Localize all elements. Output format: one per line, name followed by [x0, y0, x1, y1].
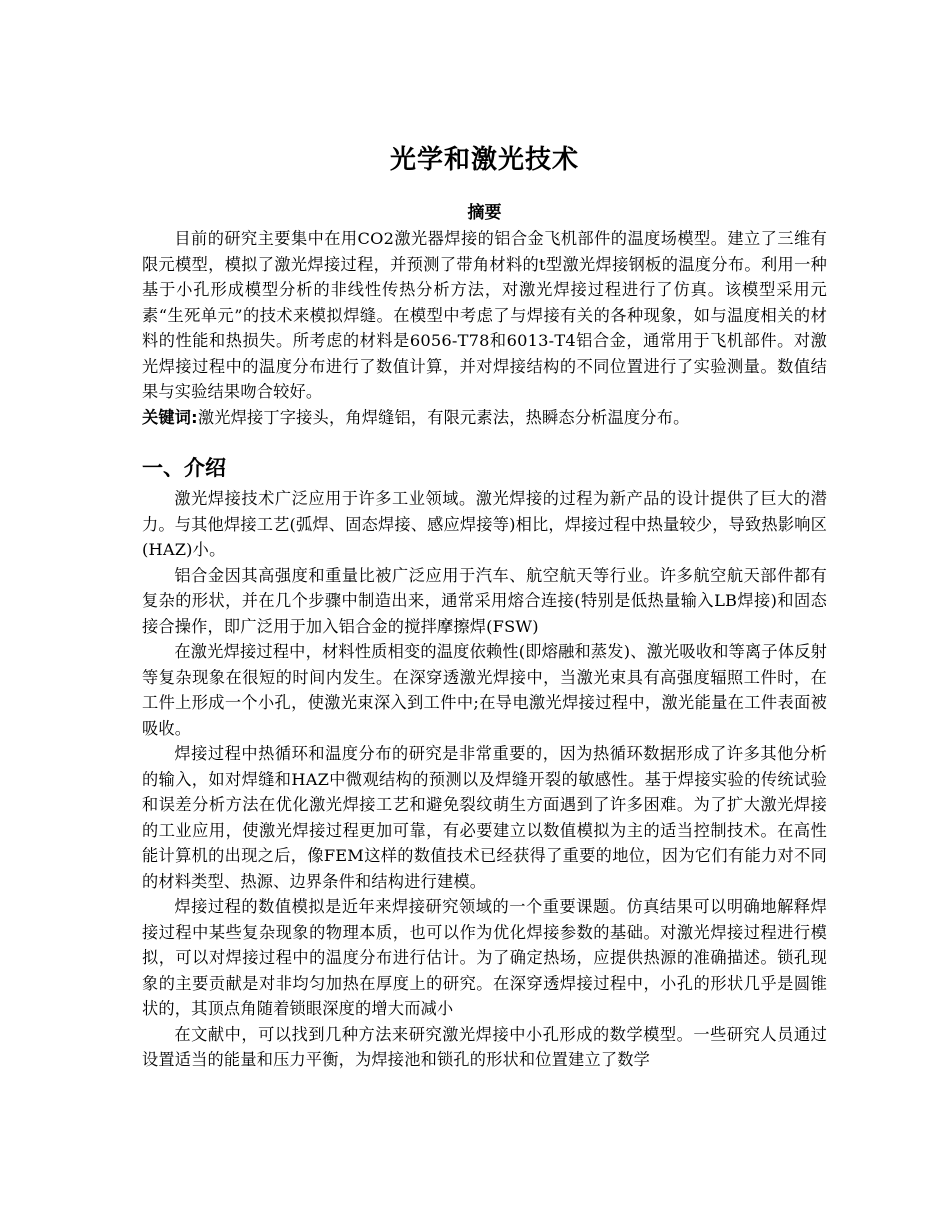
- abstract-heading: 摘要: [467, 203, 502, 223]
- keywords-line: [142, 405, 827, 431]
- keywords-text: 激光焊接丁字接头，角焊缝铝，有限元素法，热瞬态分析温度分布。: [197, 407, 690, 427]
- body-paragraph: 焊接过程的数值模拟是近年来焊接研究领域的一个重要课题。仿真结果可以明确地解释焊接过程中某些复杂现象的物理本质，也可以作为优化焊接参数的基础。对激光焊接过程进行模拟，可以对焊接过程中的温度分布进行估计。为了确定热场，应提供热源的准确描述。锁孔现象的主要贡献是对非均匀加热在厚度上的研究。在深穿透焊接过程中，小孔的形状几乎是圆锥状的，其顶点角随着锁眼深度的增大而减小: [142, 897, 827, 1018]
- body-paragraph: 焊接过程中热循环和温度分布的研究是非常重要的，因为热循环数据形成了许多其他分析的输入，如对焊缝和HAZ中微观结构的预测以及焊缝开裂的敏感性。基于焊接实验的传统试验和误差分析方法在优化激光焊接工艺和避免裂纹萌生方面遇到了许多困难。为了扩大激光焊接的工业应用，使激光焊接过程更加可靠，有必要建立以数值模拟为主的适当控制技术。在高性能计算机的出现之后，像FEM这样的数值技术已经获得了重要的地位，因为它们有能力对不同的材料类型、热源、边界条件和结构进行建模。: [142, 744, 827, 891]
- document-title: 光学和激光技术: [389, 145, 579, 175]
- body-paragraph: 激光焊接技术广泛应用于许多工业领域。激光焊接的过程为新产品的设计提供了巨大的潜力。与其他焊接工艺(弧焊、固态焊接、感应焊接等)相比，焊接过程中热量较少，导致热影响区(HAZ)小。: [142, 489, 827, 559]
- body-paragraph: 在文献中，可以找到几种方法来研究激光焊接中小孔形成的数学模型。一些研究人员通过设置适当的能量和压力平衡，为焊接池和锁孔的形状和位置建立了数学: [142, 1024, 827, 1069]
- body-paragraph: 在激光焊接过程中，材料性质相变的温度依赖性(即熔融和蒸发)、激光吸收和等离子体反射等复杂现象在很短的时间内发生。在深穿透激光焊接中，当激光束具有高强度辐照工件时，在工件上形成一个小孔，使激光束深入到工件中;在导电激光焊接过程中，激光能量在工件表面被吸收。: [142, 642, 827, 738]
- section-heading: 一、介绍: [142, 456, 226, 480]
- abstract-paragraph: 目前的研究主要集中在用CO2激光器焊接的铝合金飞机部件的温度场模型。建立了三维有限元模型，模拟了激光焊接过程，并预测了带角材料的t型激光焊接钢板的温度分布。利用一种基于小孔形成模型分析的非线性传热分析方法，对激光焊接过程进行了仿真。该模型采用元素“生死单元”的技术来模拟焊缝。在模型中考虑了与焊接有关的各种现象，如与温度相关的材料的性能和热损失。所考虑的材料是6056-T78和6013-T4铝合金，通常用于飞机部件。对激光焊接过程中的温度分布进行了数值计算，并对焊接结构的不同位置进行了实验测量。数值结果与实验结果吻合较好。: [142, 229, 827, 401]
- document-page: [142, 140, 827, 1073]
- keywords-label: 关键词:: [142, 407, 198, 427]
- body-paragraph: 铝合金因其高强度和重量比被广泛应用于汽车、航空航天等行业。许多航空航天部件都有复杂的形状，并在几个步骤中制造出来，通常采用熔合连接(特别是低热量输入LB焊接)和固态接合操作，即广泛用于加入铝合金的搅拌摩擦焊(FSW): [142, 565, 827, 636]
